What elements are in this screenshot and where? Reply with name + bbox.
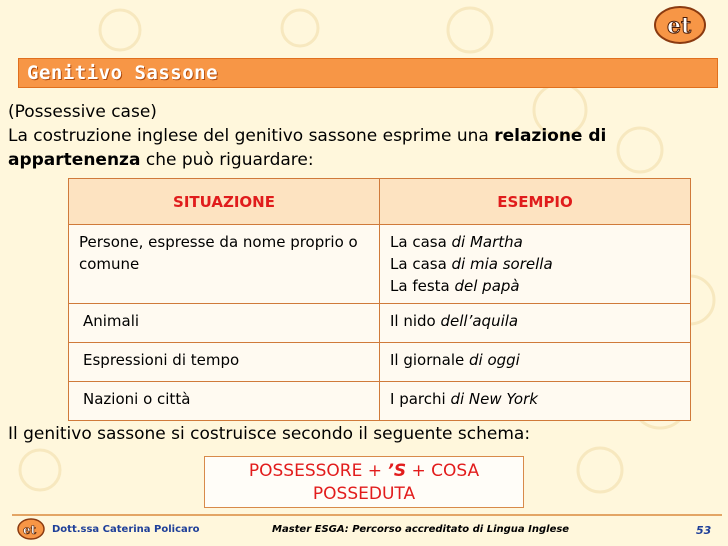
table-row bbox=[69, 382, 691, 421]
example-cell: I parchi di New York bbox=[380, 382, 691, 421]
formula-box bbox=[204, 456, 524, 508]
example-line: La casa di Martha bbox=[390, 233, 523, 251]
formula-line-2: POSSEDUTA bbox=[312, 484, 416, 504]
et-logo-small bbox=[16, 517, 46, 541]
intro-bold: relazione di bbox=[494, 126, 607, 146]
example-cell: Il giornale di oggi bbox=[380, 343, 691, 382]
possessive-s: ’S bbox=[387, 461, 407, 481]
intro-line-1: (Possessive case) bbox=[8, 102, 157, 122]
intro-line-2: La costruzione inglese del genitivo sassone esprime una relazione di bbox=[8, 126, 607, 146]
table-header-row bbox=[69, 179, 691, 225]
title-bar bbox=[18, 58, 718, 88]
formula-line-1: POSSESSORE + ’S + COSA bbox=[248, 461, 480, 481]
table-row bbox=[69, 225, 691, 304]
column-header-situation: SITUAZIONE bbox=[69, 179, 380, 225]
situation-cell: Animali bbox=[69, 304, 380, 343]
example-line: La casa di mia sorella bbox=[390, 255, 553, 273]
footer-author: Dott.ssa Caterina Policaro bbox=[52, 524, 200, 535]
svg-text:et: et bbox=[667, 13, 692, 39]
situation-cell: Persone, espresse da nome proprio o comune bbox=[69, 225, 380, 304]
svg-text:et: et bbox=[23, 523, 37, 537]
page-title: Genitivo Sassone bbox=[27, 62, 219, 84]
intro-bold: appartenenza bbox=[8, 150, 141, 170]
table-row bbox=[69, 343, 691, 382]
column-header-example: ESEMPIO bbox=[380, 179, 691, 225]
situation-cell: Espressioni di tempo bbox=[69, 343, 380, 382]
intro-text bbox=[8, 100, 724, 172]
genitive-table bbox=[68, 178, 691, 421]
situation-cell: Nazioni o città bbox=[69, 382, 380, 421]
footer-course: Master ESGA: Percorso accreditato di Lingua Inglese bbox=[272, 524, 570, 535]
example-line: La festa del papà bbox=[390, 277, 520, 295]
intro-line-3: appartenenza che può riguardare: bbox=[8, 150, 314, 170]
page-number: 53 bbox=[696, 524, 712, 537]
et-logo bbox=[652, 4, 708, 46]
footer-divider bbox=[12, 514, 722, 516]
example-cell bbox=[380, 225, 691, 304]
table-row bbox=[69, 304, 691, 343]
example-cell: Il nido dell’aquila bbox=[380, 304, 691, 343]
schema-text: Il genitivo sassone si costruisce secondo il seguente schema: bbox=[8, 424, 531, 444]
